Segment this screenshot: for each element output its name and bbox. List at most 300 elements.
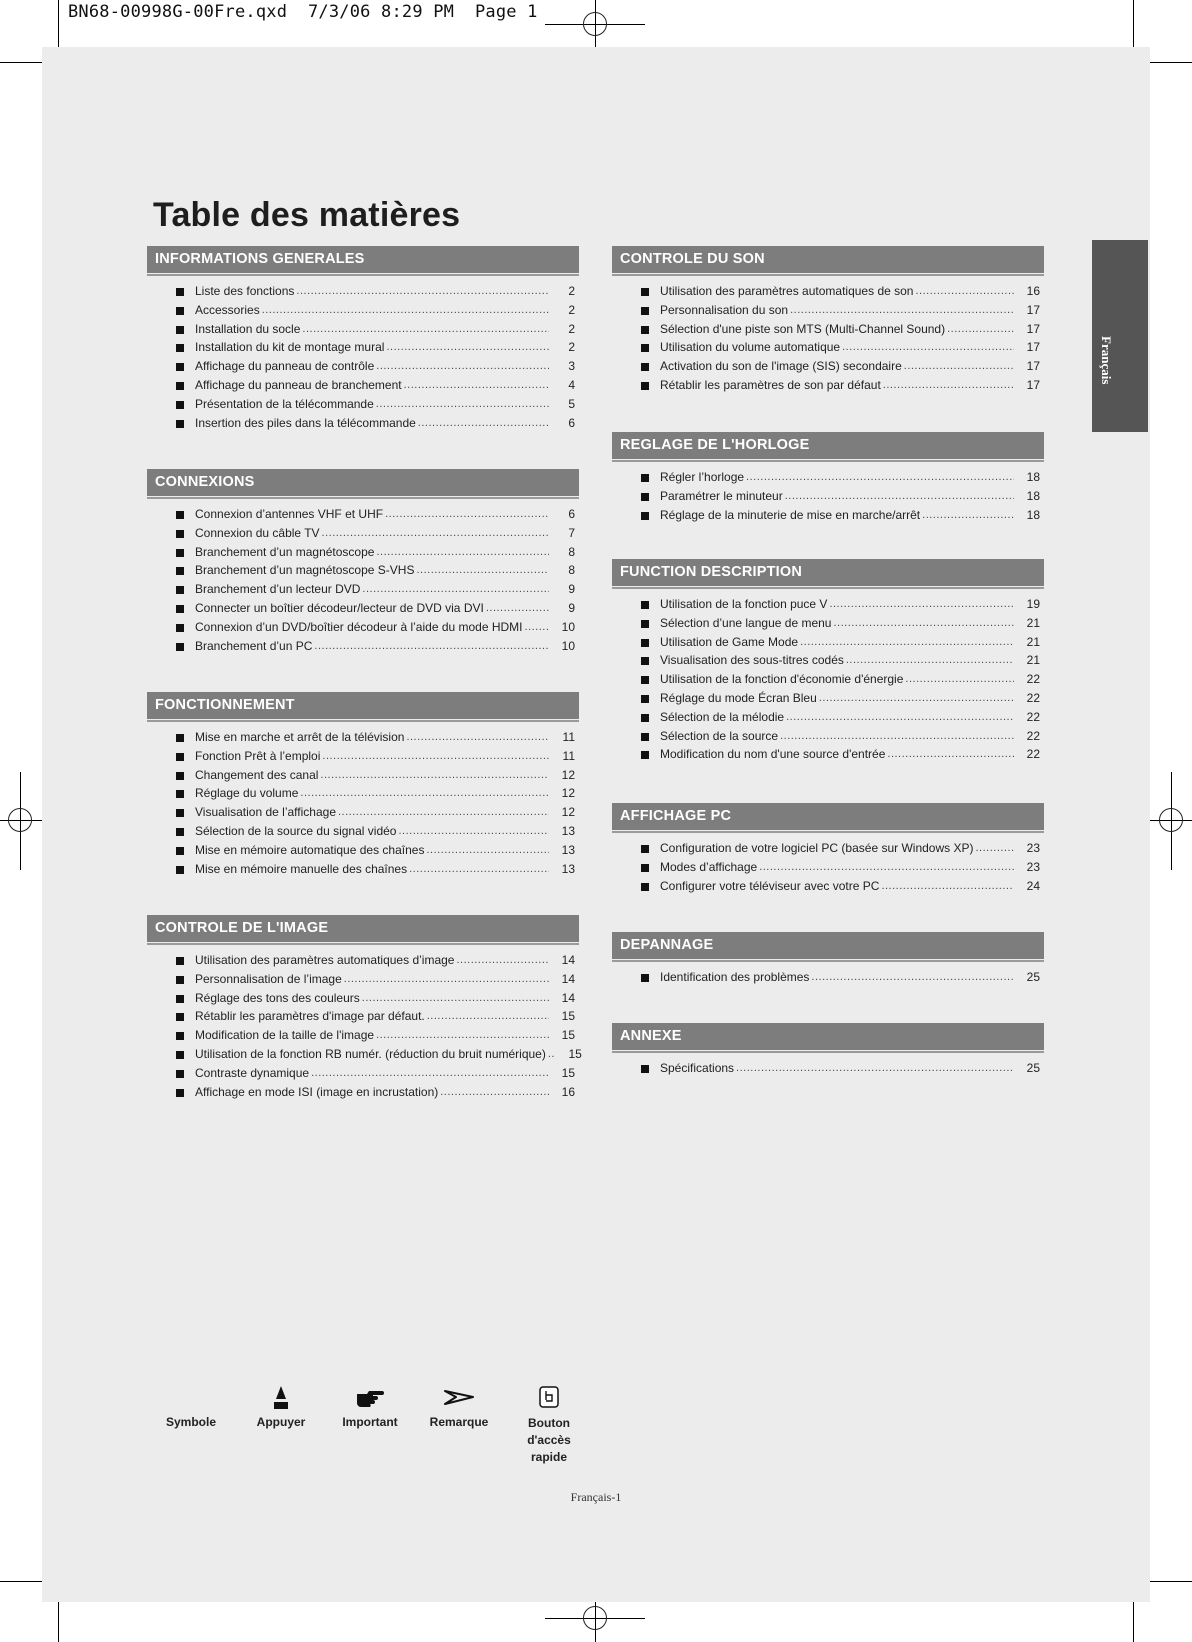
toc-entry-label: Réglage du mode Écran Bleu: [660, 690, 817, 705]
leader-dots: [426, 841, 549, 860]
toc-entry-page: 15: [568, 1046, 582, 1061]
toc-entry-label: Sélection d'une piste son MTS (Multi-Channel Sound): [660, 321, 946, 336]
toc-entry-label: Branchement d’un PC: [195, 638, 313, 653]
toc-entry-label: Réglage du volume: [195, 786, 299, 801]
toc-entry: [612, 301, 1044, 320]
leader-dots: [296, 282, 549, 301]
toc-entry: [612, 376, 1044, 395]
symbol-legend: [0, 1385, 1192, 1464]
toc-entry-page: 13: [561, 842, 575, 857]
leader-dots: [905, 670, 1014, 689]
leader-dots: [314, 637, 549, 656]
section-heading: AFFICHAGE PC: [612, 803, 1044, 830]
quick-button-icon: [499, 1385, 599, 1409]
toc-entry-page: 17: [1026, 359, 1040, 374]
toc-entry: [147, 989, 579, 1008]
square-bullet-icon: [176, 586, 184, 594]
toc-entry: [147, 599, 579, 618]
leader-dots: [409, 860, 549, 879]
square-bullet-icon: [176, 624, 184, 632]
section-heading: ANNEXE: [612, 1023, 1044, 1050]
legend-important: [320, 1385, 420, 1429]
toc-entry-page: 21: [1026, 653, 1040, 668]
toc-entry: [147, 1026, 579, 1045]
square-bullet-icon: [641, 639, 649, 647]
leader-dots: [846, 651, 1014, 670]
toc-entry-label: Configuration de votre logiciel PC (basée sur Windows XP): [660, 841, 974, 855]
legend-bouton-acces-rapide: [499, 1385, 599, 1466]
leader-dots: [385, 505, 549, 524]
section-informations-generales: [147, 246, 579, 432]
leader-dots: [486, 599, 549, 618]
page-number: Français-1: [570, 1490, 622, 1504]
toc-entry: [147, 860, 579, 879]
toc-entry-label: Visualisation des sous-titres codés: [660, 653, 844, 668]
toc-entry: [147, 1045, 582, 1064]
toc-entry-page: 17: [1026, 302, 1040, 317]
toc-entry-label: Fonction Prêt à l’emploi: [195, 748, 321, 763]
leader-dots: [922, 506, 1014, 525]
toc-entry-page: 19: [1026, 597, 1040, 611]
toc-entry-page: 25: [1026, 1061, 1040, 1075]
leader-dots: [322, 524, 549, 543]
section-heading: CONTROLE DE L'IMAGE: [147, 915, 579, 942]
square-bullet-icon: [641, 883, 649, 891]
toc-list: [147, 282, 579, 432]
toc-entry-page: 21: [1026, 634, 1040, 649]
leader-dots: [785, 487, 1014, 506]
square-bullet-icon: [641, 601, 649, 609]
section-controle-son: [612, 246, 1044, 395]
toc-list: [612, 1059, 1044, 1078]
legend-symbole: [141, 1385, 241, 1429]
toc-entry-page: 2: [568, 284, 575, 298]
square-bullet-icon: [176, 828, 184, 836]
section-heading: DEPANNAGE: [612, 932, 1044, 959]
toc-entry: [147, 301, 579, 320]
section-heading: INFORMATIONS GENERALES: [147, 246, 579, 273]
square-bullet-icon: [176, 753, 184, 761]
square-bullet-icon: [176, 995, 184, 1003]
square-bullet-icon: [176, 288, 184, 296]
toc-entry: [147, 618, 579, 637]
square-bullet-icon: [176, 401, 184, 409]
print-slug: BN68-00998G-00Fre.qxd 7/3/06 8:29 PM Page 1: [68, 2, 538, 22]
square-bullet-icon: [176, 1032, 184, 1040]
toc-entry: [147, 1007, 579, 1026]
toc-list: [147, 951, 582, 1101]
toc-list: [612, 968, 1044, 987]
square-bullet-icon: [641, 695, 649, 703]
square-bullet-icon: [176, 772, 184, 780]
leader-dots: [456, 951, 549, 970]
leader-dots: [262, 301, 549, 320]
square-bullet-icon: [641, 751, 649, 759]
toc-entry: [612, 689, 1044, 708]
section-annexe: [612, 1023, 1044, 1078]
toc-entry-label: Régler l’horloge: [660, 470, 745, 484]
section-heading: FUNCTION DESCRIPTION: [612, 559, 1044, 586]
toc-entry: [147, 376, 579, 395]
leader-dots: [811, 968, 1014, 987]
toc-list: [147, 728, 579, 878]
toc-entry-label: Spécifications: [660, 1061, 735, 1075]
toc-entry-page: 12: [561, 786, 575, 801]
square-bullet-icon: [176, 847, 184, 855]
toc-entry: [147, 841, 579, 860]
section-reglage-horloge: [612, 432, 1044, 524]
square-bullet-icon: [176, 1051, 184, 1059]
toc-entry-page: 11: [562, 730, 575, 744]
toc-entry: [147, 395, 579, 414]
toc-entry-page: 14: [561, 990, 575, 1005]
toc-entry-label: Liste des fonctions: [195, 284, 295, 298]
square-bullet-icon: [176, 976, 184, 984]
square-bullet-icon: [641, 363, 649, 371]
toc-entry-page: 17: [1026, 377, 1040, 392]
toc-entry-page: 22: [1026, 709, 1040, 724]
leader-dots: [759, 858, 1014, 877]
language-tab-label: Français: [1099, 336, 1114, 385]
leader-dots: [322, 747, 549, 766]
toc-entry-label: Affichage en mode ISI (image en incrustation): [195, 1084, 439, 1099]
leader-dots: [362, 989, 549, 1008]
leader-dots: [376, 395, 549, 414]
leader-dots: [833, 614, 1014, 633]
toc-entry: [147, 766, 579, 785]
square-bullet-icon: [641, 1065, 649, 1073]
toc-entry-page: 16: [561, 1084, 575, 1099]
leader-dots: [427, 1007, 549, 1026]
legend-label: Bouton d'accès rapide: [527, 1416, 571, 1464]
leader-dots: [842, 338, 1014, 357]
section-heading: CONNEXIONS: [147, 469, 579, 496]
toc-entry-label: Utilisation de la fonction RB numér. (réduction du bruit numérique): [195, 1046, 546, 1061]
square-bullet-icon: [641, 326, 649, 334]
toc-list: [612, 468, 1044, 524]
square-bullet-icon: [176, 382, 184, 390]
toc-entry: [147, 505, 579, 524]
toc-entry-label: Installation du socle: [195, 321, 301, 336]
leader-dots: [406, 728, 549, 747]
toc-entry-page: 15: [561, 1028, 575, 1043]
square-bullet-icon: [176, 511, 184, 519]
toc-entry-label: Branchement d’un magnétoscope: [195, 544, 375, 559]
toc-entry-label: Sélection d’une langue de menu: [660, 615, 832, 630]
square-bullet-icon: [176, 1089, 184, 1097]
leader-dots: [302, 320, 549, 339]
leader-dots: [915, 282, 1014, 301]
leader-dots: [376, 357, 549, 376]
toc-entry: [612, 745, 1044, 764]
square-bullet-icon: [641, 657, 649, 665]
toc-entry-label: Réglage des tons des couleurs: [195, 990, 360, 1005]
toc-entry-label: Accessories: [195, 302, 260, 317]
section-heading: REGLAGE DE L'HORLOGE: [612, 432, 1044, 459]
square-bullet-icon: [641, 676, 649, 684]
toc-entry-page: 2: [568, 340, 575, 355]
crop-mark: [1146, 62, 1192, 63]
registration-mark: [583, 1606, 607, 1630]
square-bullet-icon: [641, 512, 649, 520]
section-affichage-pc: [612, 803, 1044, 895]
toc-entry-label: Utilisation de la fonction puce V: [660, 597, 828, 611]
toc-entry-page: 21: [1026, 615, 1040, 630]
registration-mark: [583, 12, 607, 36]
legend-label: Remarque: [429, 1415, 489, 1429]
crop-mark: [58, 0, 59, 50]
leader-dots: [947, 320, 1014, 339]
leader-dots: [398, 822, 549, 841]
toc-entry-page: 10: [561, 619, 575, 634]
toc-entry-page: 11: [562, 748, 575, 763]
toc-entry: [147, 524, 579, 543]
toc-entry-label: Sélection de la source du signal vidéo: [195, 823, 397, 838]
leader-dots: [746, 468, 1014, 487]
toc-entry-label: Installation du kit de montage mural: [195, 340, 385, 355]
square-bullet-icon: [641, 620, 649, 628]
toc-entry: [147, 1064, 579, 1083]
leader-dots: [975, 839, 1014, 858]
square-bullet-icon: [176, 643, 184, 651]
toc-entry-label: Connecter un boîtier décodeur/lecteur de DVD via DVI: [195, 600, 484, 615]
toc-entry-page: 18: [1026, 507, 1040, 522]
section-depannage: [612, 932, 1044, 987]
square-bullet-icon: [641, 288, 649, 296]
leader-dots: [300, 784, 549, 803]
section-heading: FONCTIONNEMENT: [147, 692, 579, 719]
square-bullet-icon: [176, 420, 184, 428]
square-bullet-icon: [176, 790, 184, 798]
square-bullet-icon: [641, 493, 649, 501]
toc-entry-label: Rétablir les paramètres de son par défaut: [660, 377, 881, 392]
toc-entry-label: Utilisation des paramètres automatiques de son: [660, 284, 914, 298]
leader-dots: [736, 1059, 1014, 1078]
leader-dots: [887, 745, 1014, 764]
square-bullet-icon: [641, 344, 649, 352]
toc-entry-page: 4: [568, 377, 575, 392]
toc-entry: [612, 670, 1044, 689]
toc-entry-page: 22: [1026, 728, 1040, 743]
leader-dots: [338, 803, 549, 822]
square-bullet-icon: [176, 530, 184, 538]
toc-entry-label: Utilisation du volume automatique: [660, 340, 841, 355]
toc-entry-page: 13: [561, 823, 575, 838]
toc-entry-page: 22: [1026, 672, 1040, 687]
section-function-description: [612, 559, 1044, 764]
crop-mark: [1146, 1581, 1192, 1582]
toc-entry-label: Changement des canal: [195, 767, 319, 782]
toc-entry-page: 15: [561, 1065, 575, 1080]
toc-list: [612, 282, 1044, 395]
toc-entry-label: Connexion du câble TV: [195, 525, 320, 540]
toc-entry: [147, 357, 579, 376]
toc-entry-label: Réglage de la minuterie de mise en marche/arrêt: [660, 507, 921, 522]
toc-entry-label: Insertion des piles dans la télécommande: [195, 415, 416, 430]
square-bullet-icon: [641, 845, 649, 853]
leader-dots: [548, 1045, 556, 1064]
toc-entry: [612, 877, 1044, 896]
toc-entry-label: Utilisation de Game Mode: [660, 634, 799, 649]
toc-entry: [612, 858, 1044, 877]
toc-entry-page: 14: [561, 971, 575, 986]
toc-entry-label: Rétablir les paramètres d'image par défaut.: [195, 1009, 425, 1024]
square-bullet-icon: [641, 974, 649, 982]
toc-entry: [612, 1059, 1044, 1078]
toc-entry: [147, 580, 579, 599]
leader-dots: [362, 580, 549, 599]
toc-entry-page: 9: [568, 600, 575, 615]
note-arrow-icon: [409, 1385, 509, 1409]
toc-entry: [147, 320, 579, 339]
toc-entry-page: 22: [1026, 690, 1040, 705]
toc-entry-page: 6: [568, 415, 575, 430]
leader-dots: [800, 633, 1014, 652]
toc-entry-label: Branchement d’un magnétoscope S-VHS: [195, 563, 415, 578]
leader-dots: [386, 338, 549, 357]
toc-entry: [612, 839, 1044, 858]
square-bullet-icon: [176, 344, 184, 352]
leader-dots: [883, 376, 1014, 395]
toc-entry-label: Personnalisation du son: [660, 302, 789, 317]
toc-entry-page: 9: [568, 582, 575, 597]
square-bullet-icon: [641, 474, 649, 482]
toc-entry-label: Présentation de la télécommande: [195, 396, 374, 411]
toc-entry: [147, 561, 579, 580]
toc-entry: [147, 543, 579, 562]
toc-entry-label: Affichage du panneau de branchement: [195, 377, 402, 392]
legend-label: Important: [342, 1415, 398, 1429]
toc-list: [147, 505, 579, 655]
toc-entry: [147, 822, 579, 841]
leader-dots: [344, 970, 549, 989]
toc-entry: [612, 651, 1044, 670]
toc-list: [612, 839, 1044, 895]
square-bullet-icon: [176, 1013, 184, 1021]
toc-entry-page: 15: [561, 1009, 575, 1024]
toc-entry-page: 7: [568, 525, 575, 540]
leader-dots: [376, 543, 549, 562]
toc-entry-label: Mise en marche et arrêt de la télévision: [195, 730, 405, 744]
toc-entry-page: 13: [561, 861, 575, 876]
toc-entry-label: Connexion d’antennes VHF et UHF: [195, 507, 384, 521]
leader-dots: [376, 1026, 549, 1045]
crop-mark: [1133, 0, 1134, 50]
toc-entry-label: Sélection de la source: [660, 728, 779, 743]
leader-dots: [525, 618, 549, 637]
toc-entry: [612, 727, 1044, 746]
leader-dots: [320, 766, 549, 785]
toc-entry-page: 12: [561, 805, 575, 820]
toc-entry: [612, 595, 1044, 614]
leader-dots: [440, 1083, 549, 1102]
toc-entry-label: Paramétrer le minuteur: [660, 488, 783, 503]
toc-entry-label: Personnalisation de l’image: [195, 971, 342, 986]
toc-entry-page: 25: [1026, 970, 1040, 984]
toc-entry: [612, 468, 1044, 487]
toc-entry: [612, 968, 1044, 987]
toc-entry: [612, 614, 1044, 633]
toc-entry: [147, 637, 579, 656]
leader-dots: [829, 595, 1014, 614]
toc-entry: [612, 506, 1044, 525]
toc-entry-page: 14: [561, 953, 575, 967]
toc-entry: [147, 951, 579, 970]
toc-entry-page: 8: [568, 563, 575, 578]
toc-entry-label: Branchement d’un lecteur DVD: [195, 582, 361, 597]
legend-appuyer: [231, 1385, 331, 1429]
toc-entry: [612, 338, 1044, 357]
leader-dots: [404, 376, 549, 395]
toc-entry-label: Utilisation de la fonction d'économie d'énergie: [660, 672, 904, 687]
toc-entry: [612, 708, 1044, 727]
toc-entry: [147, 728, 579, 747]
toc-entry: [147, 414, 579, 433]
toc-entry-label: Utilisation des paramètres automatiques d’image: [195, 953, 455, 967]
toc-entry-label: Mise en mémoire manuelle des chaînes: [195, 861, 408, 876]
toc-entry: [612, 633, 1044, 652]
toc-entry: [147, 803, 579, 822]
toc-entry-page: 6: [568, 507, 575, 521]
square-bullet-icon: [176, 866, 184, 874]
toc-entry: [147, 282, 579, 301]
toc-entry-label: Modification de la taille de l'image: [195, 1028, 375, 1043]
square-bullet-icon: [176, 809, 184, 817]
square-bullet-icon: [176, 549, 184, 557]
toc-entry-page: 22: [1026, 747, 1040, 762]
toc-entry-label: Configurer votre téléviseur avec votre PC: [660, 878, 880, 893]
toc-entry: [147, 784, 579, 803]
registration-mark: [8, 808, 32, 832]
toc-entry-page: 16: [1026, 284, 1040, 298]
page-title: Table des matières: [153, 196, 461, 234]
square-bullet-icon: [176, 1070, 184, 1078]
toc-entry-page: 23: [1026, 841, 1040, 855]
toc-entry-label: Connexion d’un DVD/boîtier décodeur à l’aide du mode HDMI: [195, 619, 523, 634]
leader-dots: [790, 301, 1014, 320]
toc-list: [612, 595, 1044, 764]
toc-entry-label: Modification du nom d'une source d'entrée: [660, 747, 886, 762]
toc-entry-page: 2: [568, 321, 575, 336]
toc-entry: [147, 338, 579, 357]
toc-entry-page: 10: [561, 638, 575, 653]
toc-entry-page: 2: [568, 302, 575, 317]
toc-entry-page: 17: [1026, 321, 1040, 336]
leader-dots: [819, 689, 1014, 708]
toc-entry-label: Identification des problèmes: [660, 970, 810, 984]
square-bullet-icon: [176, 605, 184, 613]
square-bullet-icon: [176, 957, 184, 965]
toc-entry-page: 23: [1026, 859, 1040, 874]
leader-dots: [881, 877, 1014, 896]
language-tab: [1092, 240, 1148, 432]
section-heading: CONTROLE DU SON: [612, 246, 1044, 273]
toc-entry-label: Affichage du panneau de contrôle: [195, 359, 375, 374]
leader-dots: [904, 357, 1014, 376]
square-bullet-icon: [641, 307, 649, 315]
toc-entry-page: 17: [1026, 340, 1040, 355]
toc-entry: [612, 487, 1044, 506]
leader-dots: [311, 1064, 549, 1083]
toc-entry-page: 24: [1026, 878, 1040, 893]
toc-entry-label: Mise en mémoire automatique des chaînes: [195, 842, 425, 857]
leader-dots: [780, 727, 1014, 746]
square-bullet-icon: [641, 864, 649, 872]
toc-entry: [612, 357, 1044, 376]
leader-dots: [416, 561, 549, 580]
toc-entry-page: 12: [561, 767, 575, 782]
toc-entry: [612, 320, 1044, 339]
